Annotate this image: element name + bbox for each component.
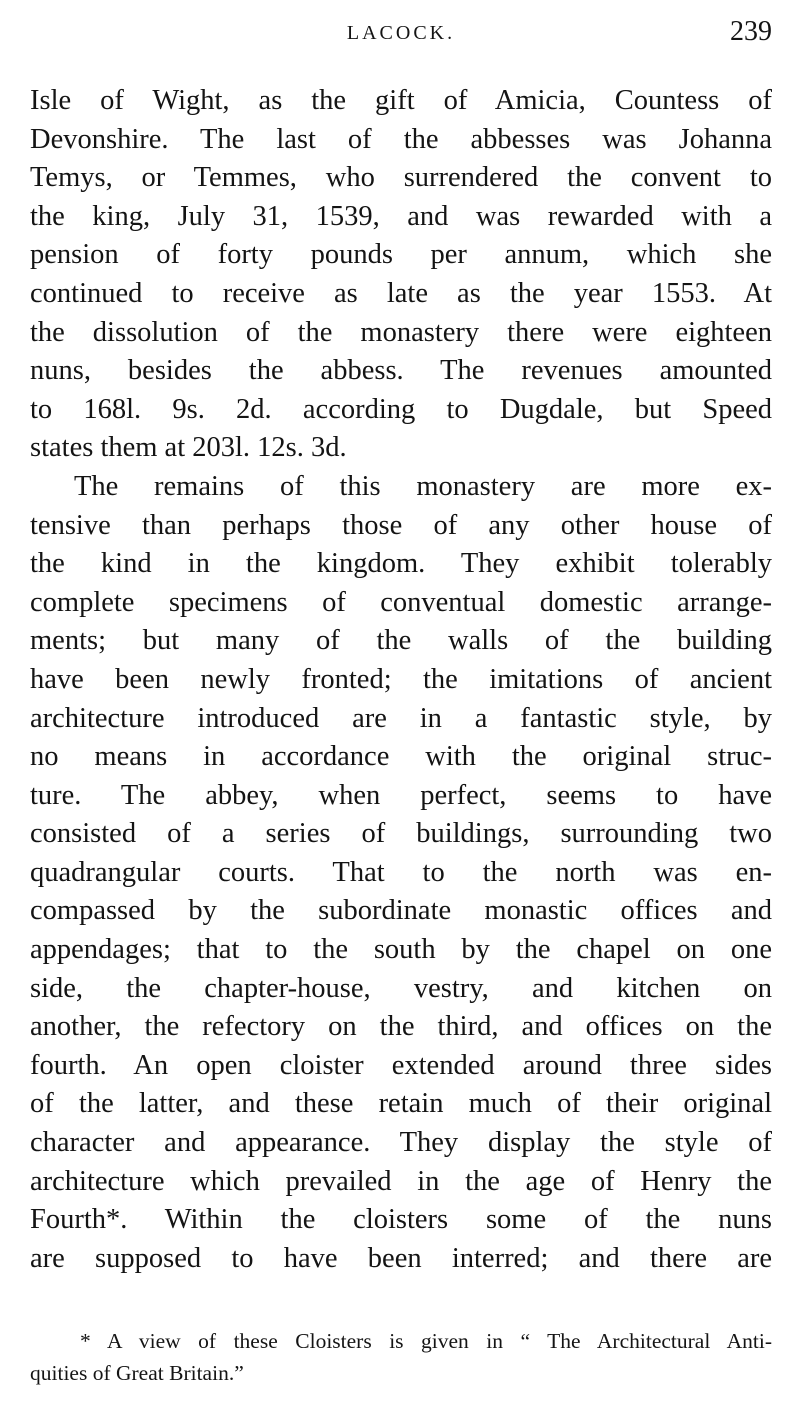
text-line: Isle of Wight, as the gift of Amicia, Countess of (30, 85, 772, 116)
text-line: quadrangular courts. That to the north was en- (30, 856, 772, 888)
text-line: Temys, or Temmes, who surrendered the convent to (30, 162, 772, 194)
text-line: pension of forty pounds per annum, which she (30, 239, 772, 271)
text-line: the kind in the kingdom. They exhibit tolerably (30, 548, 772, 580)
text-line: architecture introduced are in a fantastic style, by (30, 702, 772, 734)
text-line: side, the chapter-house, vestry, and kitchen on (30, 972, 772, 1004)
running-head: LACOCK. (346, 22, 456, 44)
text-line: have been newly fronted; the imitations of ancient (30, 663, 772, 695)
text-line: the dissolution of the monastery there were eighteen (30, 316, 772, 348)
text-line: complete specimens of conventual domestic arrange- (30, 586, 772, 618)
text-line: Fourth*. Within the cloisters some of the nuns (30, 1204, 772, 1236)
text-line: to 168l. 9s. 2d. according to Dugdale, but Speed (30, 393, 772, 425)
footnote-line: quities of Great Britain.” (30, 1361, 244, 1385)
text-line: Devonshire. The last of the abbesses was Johanna (30, 123, 772, 155)
text-line: of the latter, and these retain much of their original (30, 1088, 772, 1120)
text-line: another, the refectory on the third, and offices on the (30, 1011, 772, 1043)
text-line: consisted of a series of buildings, surrounding two (30, 818, 772, 850)
text-line: nuns, besides the abbess. The revenues amounted (30, 355, 772, 387)
text-line: fourth. An open cloister extended around three sides (30, 1049, 772, 1081)
text-line: character and appearance. They display the style of (30, 1127, 772, 1159)
body-text (30, 82, 772, 1278)
text-line: continued to receive as late as the year 1553. At (30, 277, 772, 309)
page-header (30, 16, 772, 56)
text-line: tensive than perhaps those of any other house of (30, 509, 772, 541)
text-line: the king, July 31, 1539, and was rewarded with a (30, 200, 772, 232)
footnote (30, 1325, 772, 1389)
footnote-line: * A view of these Cloisters is given in “ The Architectural Anti- (80, 1329, 772, 1353)
text-line: no means in accordance with the original struc- (30, 741, 772, 773)
text-line: compassed by the subordinate monastic offices and (30, 895, 772, 927)
text-line: ments; but many of the walls of the building (30, 625, 772, 657)
text-line: ture. The abbey, when perfect, seems to have (30, 779, 772, 811)
text-line: are supposed to have been interred; and there are (30, 1242, 772, 1274)
text-line: architecture which prevailed in the age of Henry the (30, 1165, 772, 1197)
paragraph-end-line: states them at 203l. 12s. 3d. (30, 432, 347, 464)
page-number: 239 (730, 16, 772, 47)
paragraph-start-line: The remains of this monastery are more ex- (74, 470, 772, 502)
text-line: appendages; that to the south by the chapel on one (30, 934, 772, 966)
